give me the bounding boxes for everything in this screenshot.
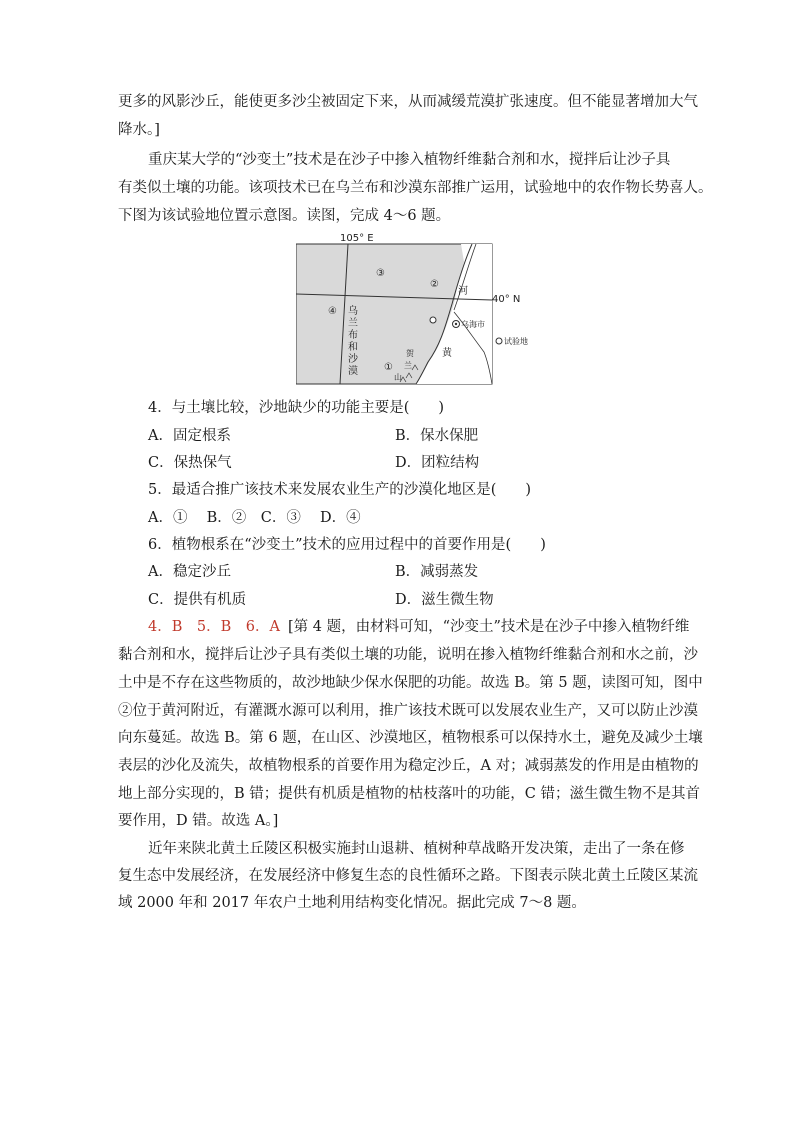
next-line-1: 近年来陕北黄土丘陵区积极实施封山退耕、植树种草战略开发决策，走出了一条在修 bbox=[148, 841, 685, 857]
answer-line-6: 表层的沙化及流失，故植物根系的首要作用为稳定沙丘，A 对；减弱蒸发的作用是由植物的 bbox=[118, 758, 699, 774]
q6-option-c: C．提供有机质 bbox=[148, 592, 247, 608]
q5-options: A．① B．② C．③ D．④ bbox=[148, 510, 361, 526]
desert-char-1: 乌 bbox=[348, 306, 358, 317]
location-map bbox=[296, 232, 536, 392]
legend-label: 试验地 bbox=[504, 337, 528, 346]
passage-line-1: 重庆某大学的“沙变土”技术是在沙子中掺入植物纤维黏合剂和水，搅拌后让沙子具 bbox=[148, 152, 671, 168]
marker-2: ② bbox=[430, 279, 439, 290]
desert-char-3: 布 bbox=[348, 330, 358, 341]
intro-line-2: 降水。] bbox=[118, 122, 160, 138]
mountain-char-1: 贺 bbox=[406, 349, 414, 358]
answer-line-8: 要作用，D 错。故选 A。] bbox=[118, 813, 279, 829]
question-6-stem: 6．植物根系在“沙变土”技术的应用过程中的首要作用是( ) bbox=[148, 537, 546, 553]
q4-option-b: B．保水保肥 bbox=[395, 428, 479, 444]
question-5-stem: 5．最适合推广该技术来发展农业生产的沙漠化地区是( ) bbox=[148, 482, 532, 498]
desert-char-5: 沙 bbox=[348, 354, 358, 365]
city-icon-dot bbox=[455, 323, 457, 325]
question-4-stem: 4．与土壤比较，沙地缺少的功能主要是( ) bbox=[148, 400, 445, 416]
mountain-char-3: 山 bbox=[394, 373, 402, 382]
q4-option-d: D．团粒结构 bbox=[395, 455, 480, 471]
marker-4: ④ bbox=[328, 306, 337, 317]
intro-line-1: 更多的风影沙丘，能使更多沙尘被固定下来，从而减缓荒漠扩张速度。但不能显著增加大气 bbox=[118, 94, 698, 110]
answer-line-7: 地上部分实现的，B 错；提供有机质是植物的枯枝落叶的功能，C 错；滋生微生物不是其首 bbox=[118, 786, 700, 802]
river-char-he: 河 bbox=[458, 286, 468, 297]
q6-option-b: B．减弱蒸发 bbox=[395, 564, 479, 580]
passage-line-2: 有类似土壤的功能。该项技术已在乌兰布和沙漠东部推广运用，试验地中的农作物长势喜人。 bbox=[118, 180, 713, 196]
river-char-huang: 黄 bbox=[442, 348, 452, 359]
answer-key: 4．B 5．B 6．A bbox=[148, 619, 280, 635]
latitude-label: 40° N bbox=[492, 294, 521, 305]
marker-3: ③ bbox=[376, 268, 385, 279]
marker-1: ① bbox=[384, 362, 393, 373]
desert-char-6: 漠 bbox=[348, 366, 358, 377]
next-line-3: 域 2000 年和 2017 年农户土地利用结构变化情况。据此完成 7～8 题。 bbox=[118, 895, 586, 911]
answer-line-2: 黏合剂和水，搅拌后让沙子具有类似土壤的功能，说明在掺入植物纤维黏合剂和水之前，沙 bbox=[118, 647, 698, 663]
longitude-label: 105° E bbox=[340, 233, 374, 244]
answer-line-3: 土中是不存在这些物质的，故沙地缺少保水保肥的功能。故选 B。第 5 题，读图可知，图中 bbox=[118, 675, 703, 691]
answer-line-5: 向东蔓延。故选 B。第 6 题，在山区、沙漠地区，植物根系可以保持水土，避免及减少土壤 bbox=[118, 730, 703, 746]
q4-option-c: C．保热保气 bbox=[148, 455, 232, 471]
q6-option-a: A．稳定沙丘 bbox=[148, 564, 231, 580]
answer-line-1 bbox=[148, 617, 689, 637]
next-line-2: 复生态中发展经济，在发展经济中修复生态的良性循环之路。下图表示陕北黄土丘陵区某流 bbox=[118, 868, 698, 884]
mountain-char-2: 兰 bbox=[404, 361, 412, 370]
answer-line-4: ②位于黄河附近，有灌溉水源可以利用，推广该技术既可以发展农业生产，又可以防止沙漠 bbox=[118, 703, 698, 719]
desert-char-4: 和 bbox=[348, 342, 358, 353]
q4-option-a: A．固定根系 bbox=[148, 428, 231, 444]
city-label: 乌海市 bbox=[461, 320, 485, 329]
desert-char-2: 兰 bbox=[348, 318, 358, 329]
test-site-marker bbox=[430, 317, 436, 323]
q6-option-d: D．滋生微生物 bbox=[395, 592, 494, 608]
answer-text-1: [第 4 题，由材料可知，“沙变土”技术是在沙子中掺入植物纤维 bbox=[287, 619, 690, 635]
legend-test-site-icon bbox=[496, 338, 502, 344]
passage-line-3: 下图为该试验地位置示意图。读图，完成 4～6 题。 bbox=[118, 208, 451, 224]
